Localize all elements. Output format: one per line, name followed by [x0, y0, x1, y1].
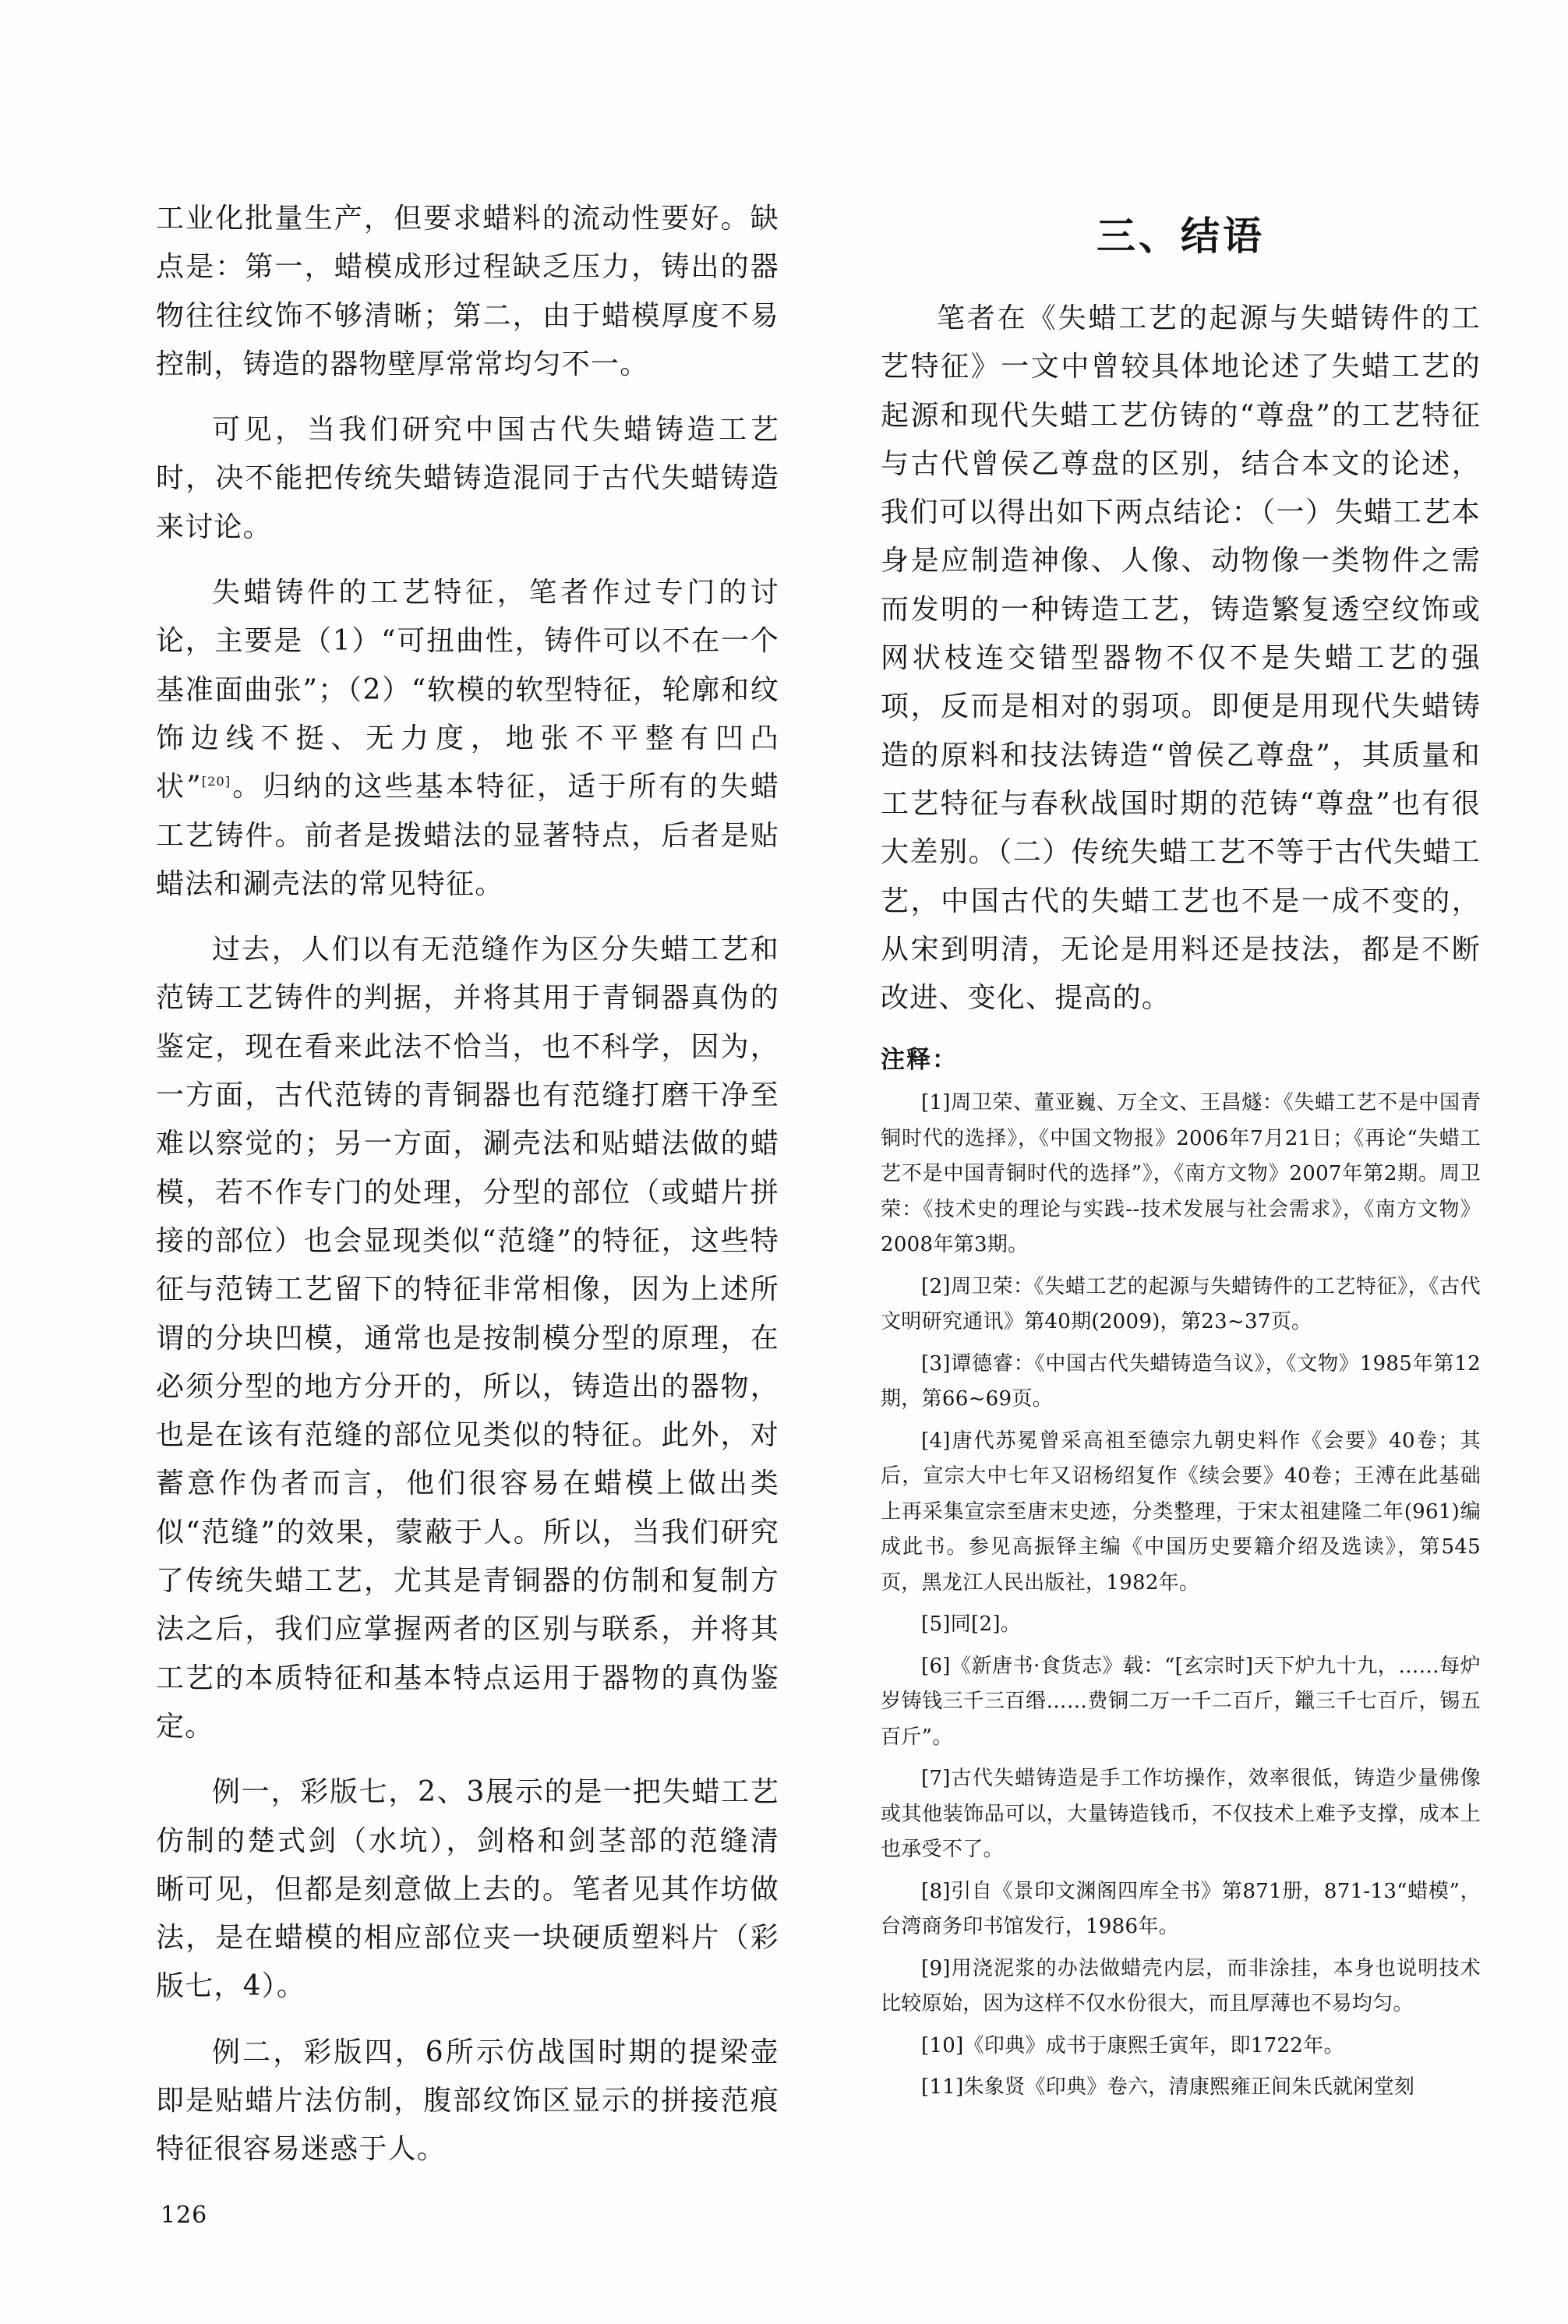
notes-heading: 注释： [881, 1046, 958, 1075]
right-column [881, 195, 1481, 2112]
note-item: [2]周卫荣：《失蜡工艺的起源与失蜡铸件的工艺特征》，《古代文明研究通讯》第40期(2009)，第23~37页。 [881, 1274, 1481, 1334]
note-item: [1]周卫荣、董亚巍、万全文、王昌燧：《失蜡工艺不是中国青铜时代的选择》，《中国文物报》2006年7月21日；《再论“失蜡工艺不是中国青铜时代的选择”》，《南方文物》2007年第2期。周卫荣：《技术史的理论与实践--技术发展与社会需求》，《南方文物》2008年第3期。 [881, 1091, 1481, 1257]
paragraph-text: 失蜡铸件的工艺特征，笔者作过专门的讨论，主要是（1）“可扭曲性，铸件可以不在一个基准面曲张”；（2）“软模的软型特征，轮廓和纹饰边线不挺、无力度，地张不平整有凹凸状” [156, 577, 779, 804]
body-paragraph: 可见，当我们研究中国古代失蜡铸造工艺时，决不能把传统失蜡铸造混同于古代失蜡铸造来讨论。 [156, 414, 779, 543]
citation-marker: [20] [201, 774, 231, 789]
body-paragraph: 例一，彩版七，2、3展示的是一把失蜡工艺仿制的楚式剑（水坑），剑格和剑茎部的范缝清晰可见，但都是刻意做上去的。笔者见其作坊做法，是在蜡模的相应部位夹一块硬质塑料片（彩版七，4）。 [156, 1776, 779, 2003]
paragraph-text: 。归纳的这些基本特征，适于所有的失蜡工艺铸件。前者是拨蜡法的显著特点，后者是贴蜡法和涮壳法的常见特征。 [156, 771, 779, 900]
note-item: [7]古代失蜡铸造是手工作坊操作，效率很低，铸造少量佛像或其他装饰品可以，大量铸造钱币，不仅技术上难予支撑，成本上也承受不了。 [881, 1767, 1481, 1862]
note-item: [11]朱象贤《印典》卷六，清康熙雍正间朱氏就闲堂刻 [921, 2075, 1415, 2100]
body-paragraph [156, 569, 779, 909]
note-item: [9]用浇泥浆的办法做蜡壳内层，而非涂挂，本身也说明技术比较原始，因为这样不仅水份很大，而且厚薄也不易均匀。 [881, 1956, 1481, 2016]
note-item: [6]《新唐书·食货志》载：“[玄宗时]天下炉九十九，……每炉岁铸钱三千三百缗……费铜二万一千二百斤，鑞三千七百斤，锡五百斤”。 [881, 1654, 1481, 1749]
note-item: [10]《印典》成书于康熙壬寅年，即1722年。 [921, 2033, 1344, 2057]
note-item: [3]谭德睿：《中国古代失蜡铸造刍议》，《文物》1985年第12期，第66~69页。 [881, 1351, 1481, 1411]
left-column [156, 195, 779, 2192]
body-paragraph: 例二，彩版四，6所示仿战国时期的提梁壶即是贴蜡片法仿制，腹部纹饰区显示的拼接范痕特征很容易迷惑于人。 [156, 2036, 779, 2166]
page-number: 126 [161, 2202, 208, 2229]
section-title: 三、结语 [1097, 214, 1265, 259]
note-item: [5]同[2]。 [921, 1612, 1022, 1637]
body-paragraph: 过去，人们以有无范缝作为区分失蜡工艺和范铸工艺铸件的判据，并将其用于青铜器真伪的鉴定，现在看来此法不恰当，也不科学，因为，一方面，古代范铸的青铜器也有范缝打磨干净至难以察觉的；另一方面，涮壳法和贴蜡法做的蜡模，若不作专门的处理，分型的部位（或蜡片拼接的部位）也会显现类似“范缝”的特征，这些特征与范铸工艺留下的特征非常相像，因为上述所谓的分块凹模，通常也是按制模分型的原理，在必须分型的地方分开的，所以，铸造出的器物，也是在该有范缝的部位见类似的特征。此外，对蓄意作伪者而言，他们很容易在蜡模上做出类似“范缝”的效果，蒙蔽于人。所以，当我们研究了传统失蜡工艺，尤其是青铜器的仿制和复制方法之后，我们应掌握两者的区别与联系，并将其工艺的本质特征和基本特点运用于器物的真伪鉴定。 [156, 934, 779, 1743]
body-paragraph: 工业化批量生产，但要求蜡料的流动性要好。缺点是：第一，蜡模成形过程缺乏压力，铸出的器物往往纹饰不够清晰；第二，由于蜡模厚度不易控制，铸造的器物壁厚常常均匀不一。 [156, 203, 779, 380]
note-item: [8]引自《景印文渊阁四库全书》第871册，871-13“蜡模”，台湾商务印书馆发行，1986年。 [881, 1879, 1481, 1939]
conclusion-paragraph: 笔者在《失蜡工艺的起源与失蜡铸件的工艺特征》一文中曾较具体地论述了失蜡工艺的起源和现代失蜡工艺仿铸的“尊盘”的工艺特征与古代曾侯乙尊盘的区别，结合本文的论述，我们可以得出如下两点结论：（一）失蜡工艺本身是应制造神像、人像、动物像一类物件之需而发明的一种铸造工艺，铸造繁复透空纹饰或网状枝连交错型器物不仅不是失蜡工艺的强项，反而是相对的弱项。即便是用现代失蜡铸造的原料和技法铸造“曾侯乙尊盘”，其质量和工艺特征与春秋战国时期的范铸“尊盘”也有很大差别。（二）传统失蜡工艺不等于古代失蜡工艺，中国古代的失蜡工艺也不是一成不变的，从宋到明清，无论是用料还是技法，都是不断改进、变化、提高的。 [881, 302, 1481, 1015]
note-item: [4]唐代苏冕曾采高祖至德宗九朝史料作《会要》40卷；其后，宣宗大中七年又诏杨绍复作《续会要》40卷；王溥在此基础上再采集宣宗至唐末史迹，分类整理，于宋太祖建隆二年(961)编成此书。参见高振铎主编《中国历史要籍介绍及选读》，第545页，黑龙江人民出版社，1982年。 [881, 1429, 1481, 1595]
